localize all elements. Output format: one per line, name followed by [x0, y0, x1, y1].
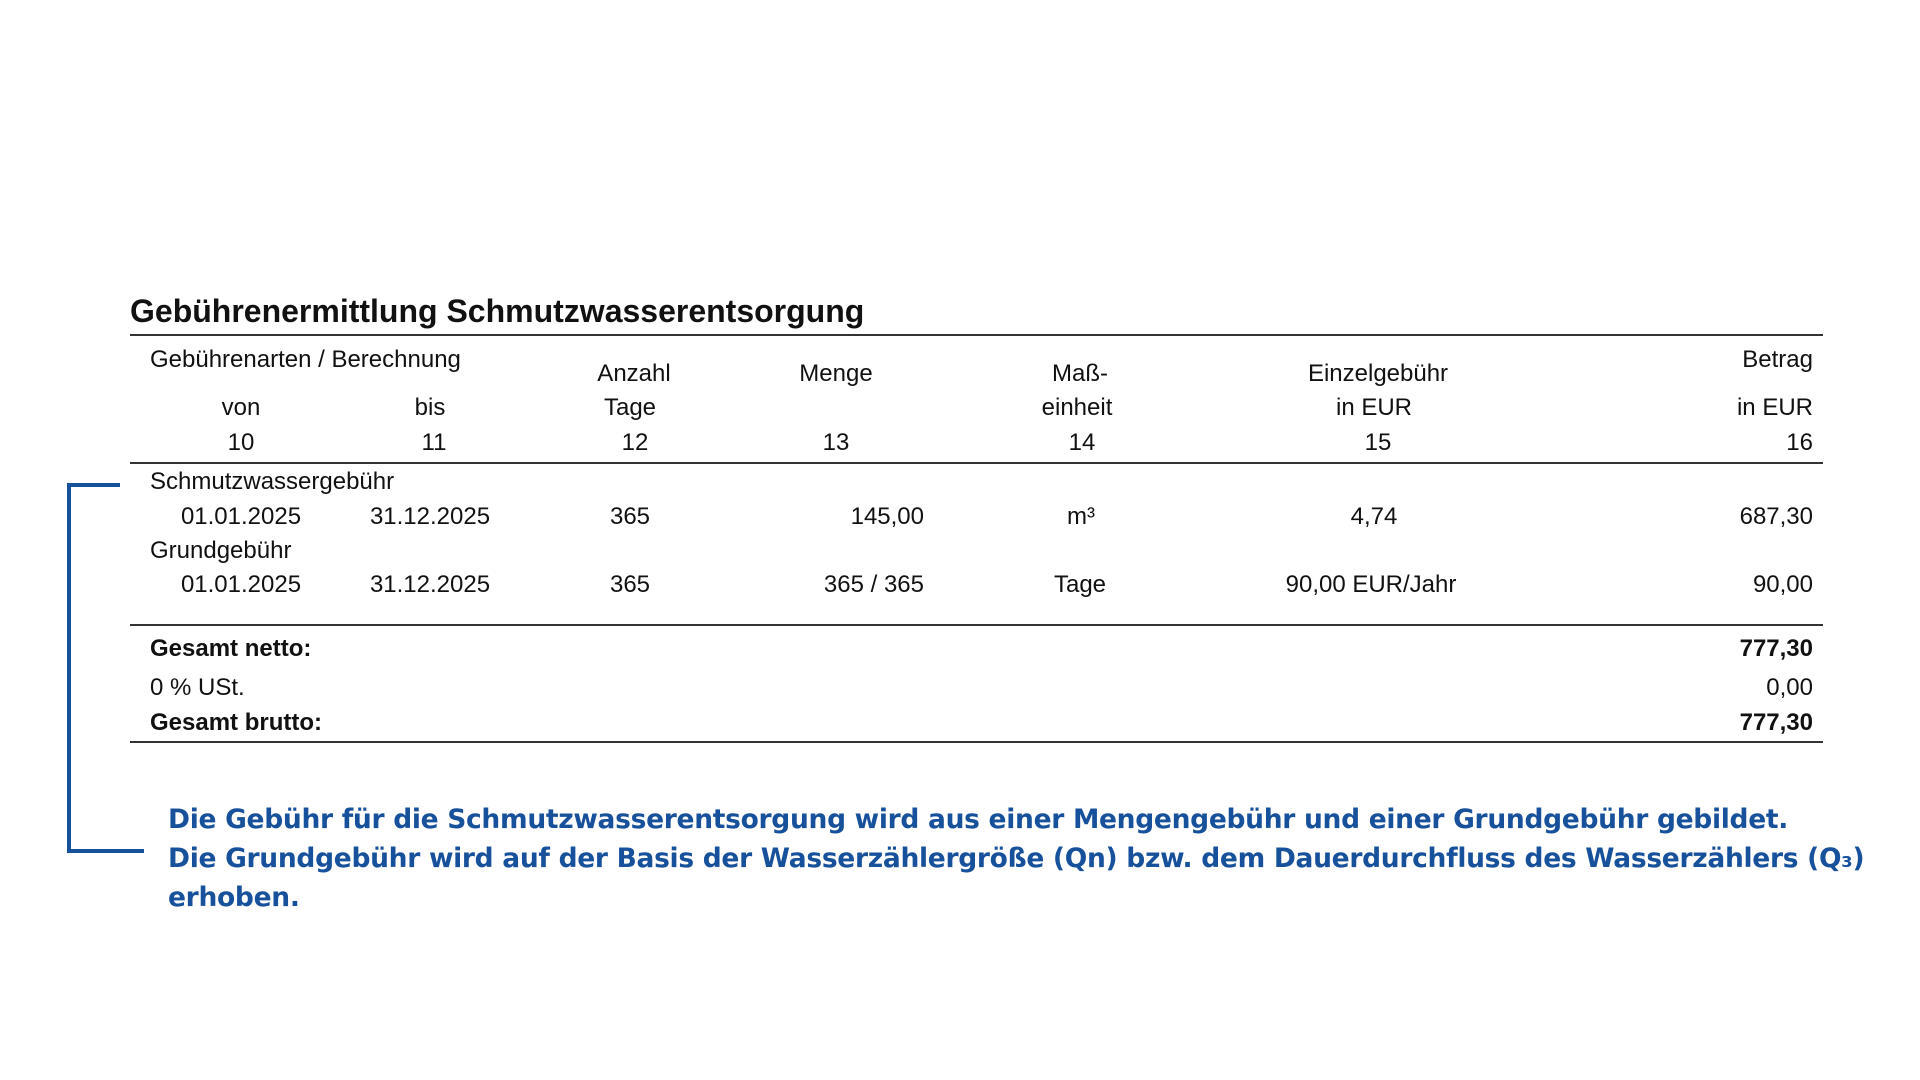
header-masseinheit: Maß-	[1052, 360, 1108, 387]
header-num-12: 12	[621, 429, 649, 456]
row1-von: 01.01.2025	[180, 503, 302, 530]
header-top-rule	[130, 334, 1823, 336]
header-num-10: 10	[227, 429, 255, 456]
row2-einheit: Tage	[1053, 571, 1107, 598]
annotation-note	[168, 800, 1868, 917]
total-brutto-value: 777,30	[1739, 709, 1813, 736]
header-von: von	[221, 394, 261, 421]
header-anzahl: Anzahl	[597, 360, 671, 387]
annotation-bracket-top	[67, 483, 120, 487]
header-num-15: 15	[1364, 429, 1392, 456]
header-betrag: Betrag	[1742, 346, 1813, 373]
header-in-eur: in EUR	[1335, 394, 1413, 421]
row1-einheit: m³	[1067, 503, 1095, 530]
header-num-13: 13	[822, 429, 850, 456]
annotation-line-2: Die Grundgebühr wird auf der Basis der Wasserzählergröße (Qn) bzw. dem Dauerdurchfluss des Wasserzählers (Q₃)	[168, 843, 1865, 874]
header-betrag-in-eur: in EUR	[1736, 394, 1813, 421]
row2-menge: 365 / 365	[823, 571, 924, 598]
ust-label: 0 % USt.	[150, 674, 245, 701]
row1-menge: 145,00	[850, 503, 924, 530]
total-netto-value: 777,30	[1739, 635, 1813, 662]
totals-bottom-rule	[130, 741, 1823, 743]
row-label-grundgebuehr: Grundgebühr	[150, 537, 292, 564]
header-num-11: 11	[421, 429, 447, 456]
row2-bis: 31.12.2025	[369, 571, 491, 598]
header-bis: bis	[414, 394, 446, 421]
annotation-line-1: Die Gebühr für die Schmutzwasserentsorgung wird aus einer Mengengebühr und einer Grundgebühr gebildet.	[168, 804, 1789, 835]
row1-betrag: 687,30	[1739, 503, 1813, 530]
row2-betrag: 90,00	[1752, 571, 1813, 598]
row-label-schmutzwassergebuehr: Schmutzwassergebühr	[150, 468, 395, 495]
header-fee-types: Gebührenarten / Berechnung	[150, 346, 461, 373]
total-brutto-label: Gesamt brutto:	[150, 709, 323, 736]
row1-einzelgebuehr: 4,74	[1350, 503, 1398, 530]
total-netto-label: Gesamt netto:	[150, 635, 312, 662]
row2-tage: 365	[609, 571, 651, 598]
document-title: Gebührenermittlung Schmutzwasserentsorgung	[130, 293, 865, 329]
ust-value: 0,00	[1766, 674, 1813, 701]
totals-top-rule	[130, 624, 1823, 626]
header-einheit: einheit	[1041, 394, 1113, 421]
header-einzelgebuehr: Einzelgebühr	[1307, 360, 1449, 387]
header-menge: Menge	[799, 360, 873, 387]
header-num-16: 16	[1786, 429, 1813, 456]
header-num-14: 14	[1068, 429, 1096, 456]
header-tage: Tage	[603, 394, 657, 421]
annotation-line-3: erhoben.	[168, 882, 300, 913]
annotation-bracket	[67, 483, 120, 853]
row2-einzelgebuehr: 90,00 EUR/Jahr	[1285, 571, 1457, 598]
row1-bis: 31.12.2025	[369, 503, 491, 530]
annotation-bracket-bottom	[67, 849, 144, 853]
row1-tage: 365	[609, 503, 651, 530]
header-bottom-rule	[130, 462, 1823, 464]
row2-von: 01.01.2025	[180, 571, 302, 598]
